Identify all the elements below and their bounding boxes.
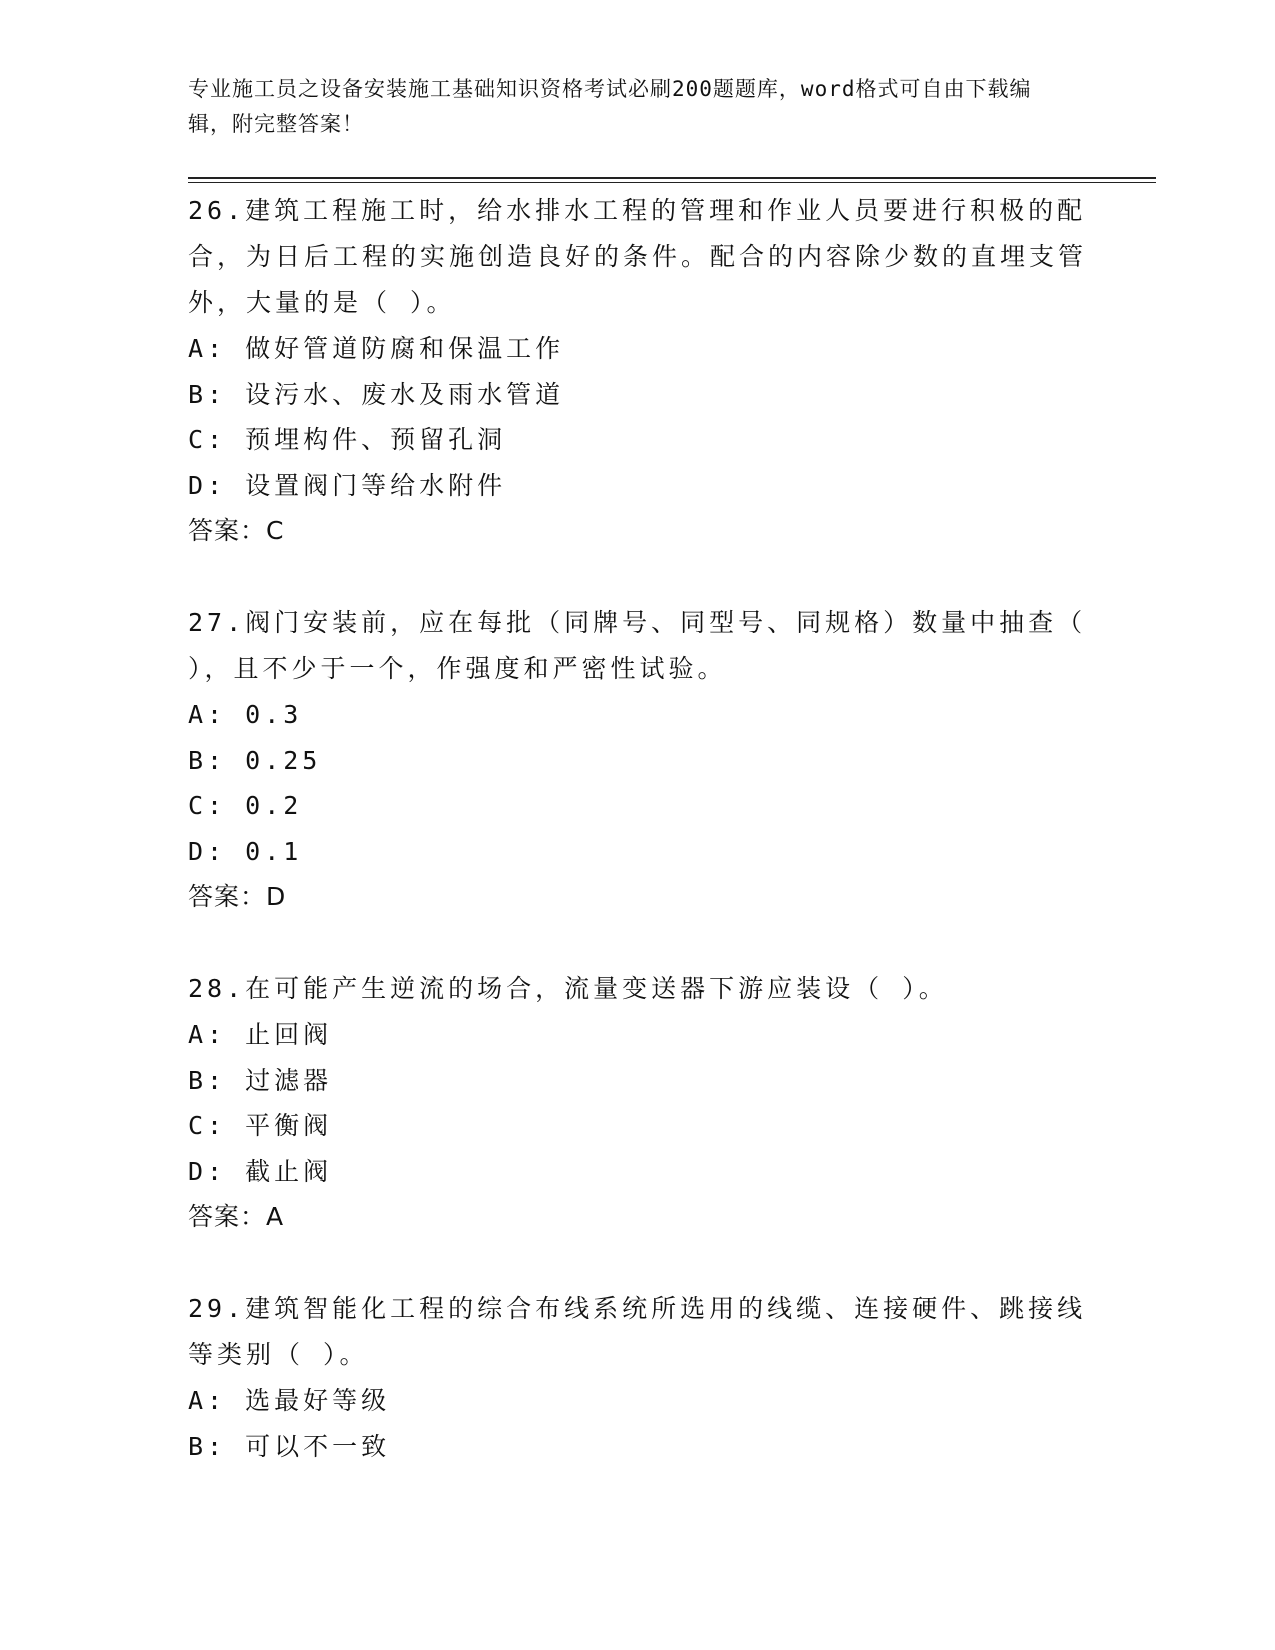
question-text: 27.阀门安装前，应在每批（同牌号、同型号、同规格）数量中抽查（ ），且不少于一个，作强度和严密性试验。 [188,608,1087,683]
option-c: C: 预埋构件、预留孔洞 [188,425,507,454]
option-b: B: 可以不一致 [188,1431,391,1461]
question-text: 29.建筑智能化工程的综合布线系统所选用的线缆、连接硬件、跳接线等类别（ ）。 [188,1294,1087,1369]
option-d: D: 设置阀门等给水附件 [188,470,507,500]
question-29 [188,1286,1088,1469]
question-26 [188,188,1088,554]
option-c: C: 0.2 [188,791,303,820]
header-rule-thin [188,182,1156,183]
option-a: A: 0.3 [188,700,303,729]
question-28 [188,966,1088,1240]
option-d: D: 截止阀 [188,1156,333,1186]
header-rule-thick [188,177,1156,179]
option-b: B: 过滤器 [188,1065,333,1095]
option-a: A: 止回阀 [188,1020,333,1049]
answer: 答案：C [188,516,285,545]
option-a: A: 选最好等级 [188,1386,391,1415]
question-27 [188,600,1088,920]
option-c: C: 平衡阀 [188,1111,333,1140]
answer: 答案：A [188,1202,285,1231]
option-a: A: 做好管道防腐和保温工作 [188,334,565,363]
question-list [188,188,1088,1515]
option-b: B: 0.25 [188,745,322,775]
question-text: 26.建筑工程施工时，给水排水工程的管理和作业人员要进行积极的配合，为日后工程的实施创造良好的条件。配合的内容除少数的直埋支管外，大量的是（ ）。 [188,196,1088,317]
document-header: 专业施工员之设备安装施工基础知识资格考试必刷200题题库，word格式可自由下载编辑，附完整答案！ [188,77,1032,136]
answer: 答案：D [188,882,287,911]
option-d: D: 0.1 [188,836,303,866]
option-b: B: 设污水、废水及雨水管道 [188,379,565,409]
question-text: 28.在可能产生逆流的场合，流量变送器下游应装设（ ）。 [188,974,948,1003]
